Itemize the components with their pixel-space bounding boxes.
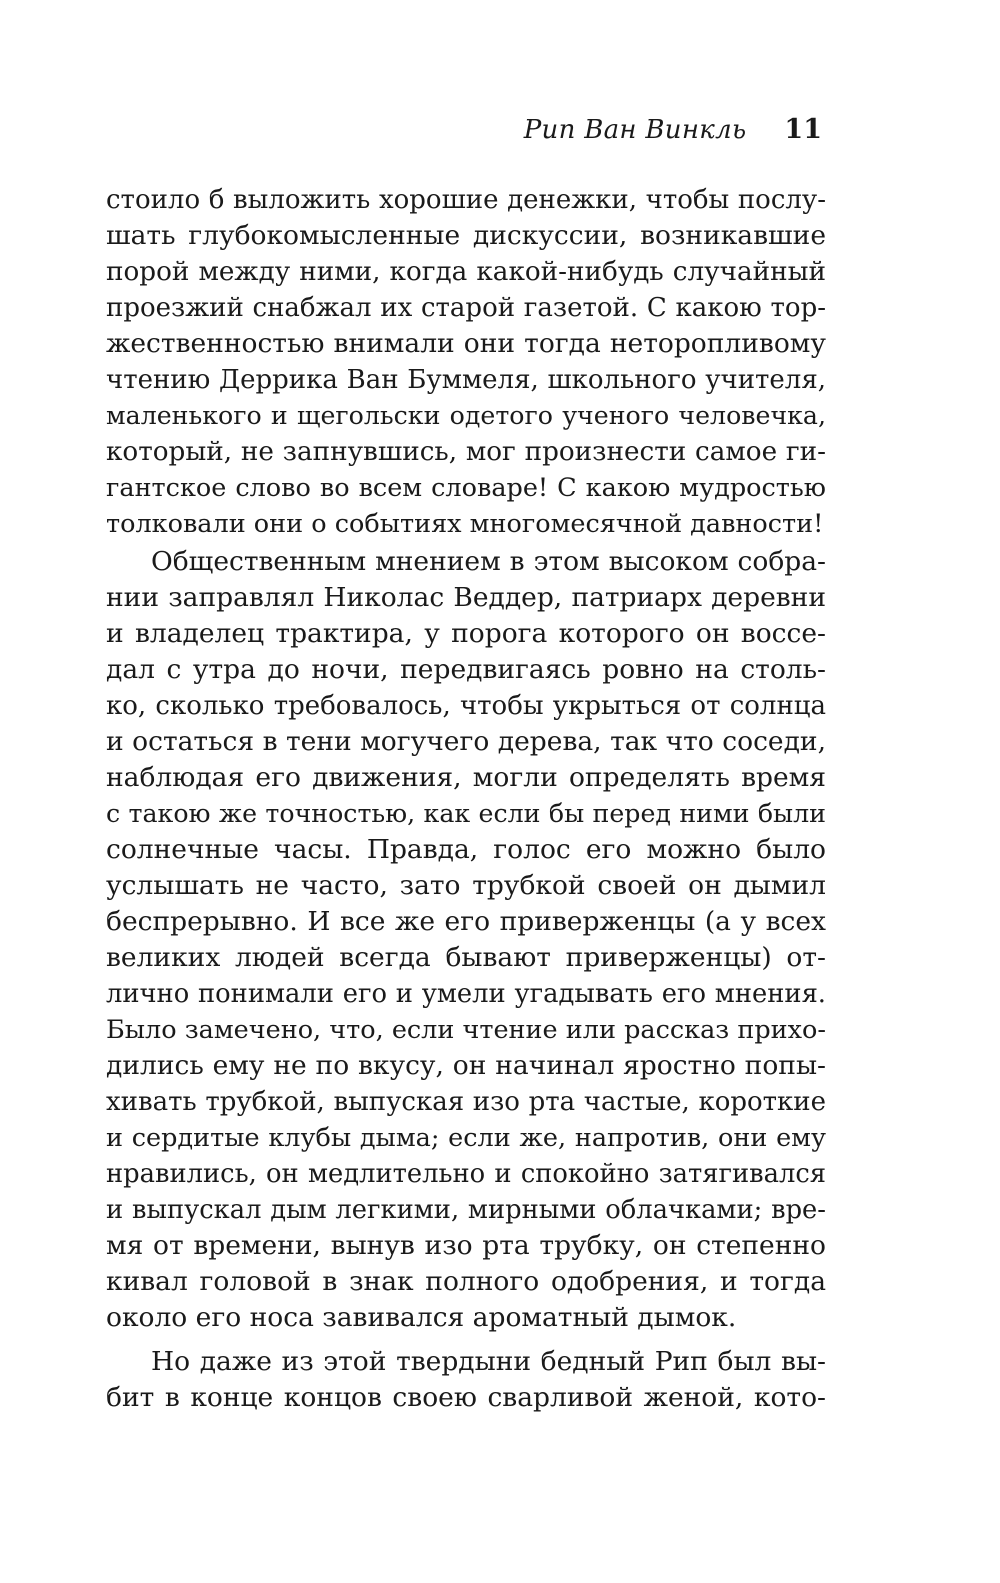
- text-line: нии заправлял Николас Веддер, патриарх деревни: [106, 582, 826, 613]
- paragraph: [106, 1344, 826, 1416]
- text-line: услышать не часто, зато трубкой своей он дымил: [106, 870, 826, 901]
- text-line: дились ему не по вкусу, он начинал яростно попы-: [106, 1050, 826, 1081]
- text-line: порой между ними, когда какой-нибудь случайный: [106, 257, 826, 287]
- text-line: и владелец трактира, у порога которого он воссе-: [106, 618, 826, 649]
- text-line: маленького и щегольски одетого ученого человечка,: [106, 401, 826, 430]
- text-line: проезжий снабжал их старой газетой. С какою тор-: [106, 293, 826, 323]
- text-line: и остаться в тени могучего дерева, так что соседи,: [106, 726, 826, 757]
- text-line: Общественным мнением в этом высоком собра-: [151, 546, 826, 577]
- text-line: Но даже из этой твердыни бедный Рип был вы-: [151, 1346, 826, 1377]
- text-line: толковали они о событиях многомесячной давности!: [106, 509, 824, 539]
- text-line: жественностью внимали они тогда неторопливому: [106, 328, 826, 359]
- text-line: лично понимали его и умели угадывать его мнения.: [106, 979, 826, 1009]
- paragraph: [106, 182, 826, 542]
- text-line: нравились, он медлительно и спокойно затягивался: [106, 1159, 826, 1189]
- paragraph: [106, 544, 826, 1336]
- text-line: и выпускал дым легкими, мирными облачками; вре-: [106, 1195, 826, 1225]
- page-number: 11: [784, 114, 822, 145]
- text-line: около его носа завивался ароматный дымок.: [106, 1302, 737, 1333]
- text-line: Было замечено, что, если чтение или рассказ прихо-: [106, 1015, 826, 1045]
- text-line: беспрерывно. И все же его приверженцы (а у всех: [106, 906, 826, 937]
- text-line: наблюдая его движения, могли определять время: [106, 762, 826, 793]
- text-line: с такою же точностью, как если бы перед ними были: [106, 799, 826, 828]
- text-line: шать глубокомысленные дискуссии, возникавшие: [106, 220, 826, 251]
- text-line: стоило б выложить хорошие денежки, чтобы послу-: [106, 185, 826, 215]
- text-line: великих людей всегда бывают приверженцы) от-: [106, 942, 826, 973]
- text-line: чтению Деррика Ван Буммеля, школьного учителя,: [106, 365, 826, 395]
- running-head: [0, 114, 822, 158]
- text-line: кивал головой в знак полного одобрения, и тогда: [106, 1266, 826, 1297]
- text-line: хивать трубкой, выпуская изо рта частые, короткие: [106, 1087, 826, 1117]
- text-line: дал с утра до ночи, передвигаясь ровно на столь-: [106, 654, 826, 685]
- text-line: и сердитые клубы дыма; если же, напротив, они ему: [106, 1123, 826, 1153]
- text-line: солнечные часы. Правда, голос его можно было: [106, 834, 826, 865]
- running-title: Рип Ван Винкль: [523, 115, 747, 145]
- body-text: [106, 182, 826, 1416]
- text-line: который, не запнувшись, мог произнести самое ги-: [106, 437, 826, 467]
- text-line: гантское слово во всем словаре! С какою мудростью: [106, 473, 826, 503]
- text-line: мя от времени, вынув изо рта трубку, он степенно: [106, 1230, 826, 1261]
- text-line: бит в конце концов своею сварливой женой, кото-: [106, 1382, 826, 1413]
- text-line: ко, сколько требовалось, чтобы укрыться от солнца: [106, 691, 826, 721]
